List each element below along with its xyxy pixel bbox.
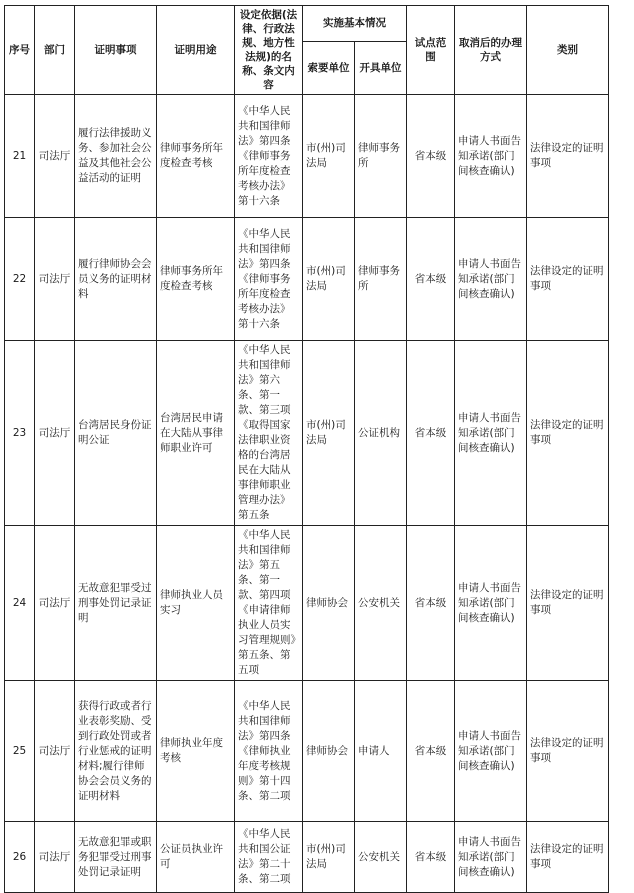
cell-scope: 省本级 (407, 526, 455, 681)
header-impl: 实施基本情况 (303, 6, 407, 42)
cell-issuer: 律师事务所 (355, 95, 407, 218)
table-row (5, 341, 609, 526)
cell-issuer: 律师事务所 (355, 218, 407, 341)
cell-handling: 申请人书面告知承诺(部门间核查确认) (455, 822, 527, 893)
header-issuer: 开具单位 (355, 41, 407, 94)
cell-item: 无故意犯罪受过刑事处罚记录证明 (75, 526, 157, 681)
cell-seq: 26 (5, 822, 35, 893)
header-dept: 部门 (35, 6, 75, 95)
cell-dept: 司法厅 (35, 341, 75, 526)
header-scope: 试点范围 (407, 6, 455, 95)
cell-scope: 省本级 (407, 822, 455, 893)
cell-requester: 市(州)司法局 (303, 341, 355, 526)
cell-requester: 律师协会 (303, 526, 355, 681)
cell-requester: 市(州)司法局 (303, 822, 355, 893)
cell-usage: 台湾居民申请在大陆从事律师职业许可 (157, 341, 235, 526)
header-seq: 序号 (5, 6, 35, 95)
cell-category: 法律设定的证明事项 (527, 822, 609, 893)
cell-requester: 市(州)司法局 (303, 95, 355, 218)
cell-seq: 22 (5, 218, 35, 341)
header-basis: 设定依据(法律、行政法规、地方性法规)的名称、条文内容 (235, 6, 303, 95)
cell-item: 获得行政或者行业表彰奖励、受到行政处罚或者行业惩戒的证明材料;履行律师协会会员义务的证明材料 (75, 681, 157, 822)
table-row (5, 526, 609, 681)
table-row (5, 95, 609, 218)
cell-category: 法律设定的证明事项 (527, 218, 609, 341)
cell-issuer: 申请人 (355, 681, 407, 822)
cell-handling: 申请人书面告知承诺(部门间核查确认) (455, 526, 527, 681)
cell-usage: 律师执业人员实习 (157, 526, 235, 681)
cell-requester: 律师协会 (303, 681, 355, 822)
table-row (5, 218, 609, 341)
cell-basis: 《中华人民共和国公证法》第二十条、第二项 (235, 822, 303, 893)
cell-issuer: 公证机构 (355, 341, 407, 526)
cell-scope: 省本级 (407, 341, 455, 526)
cell-usage: 公证员执业许可 (157, 822, 235, 893)
cell-item: 台湾居民身份证明公证 (75, 341, 157, 526)
cell-dept: 司法厅 (35, 526, 75, 681)
cell-seq: 21 (5, 95, 35, 218)
cell-basis: 《中华人民共和国律师法》第四条《律师事务所年度检查考核办法》第十六条 (235, 218, 303, 341)
cell-item: 履行律师协会会员义务的证明材料 (75, 218, 157, 341)
cell-dept: 司法厅 (35, 681, 75, 822)
cell-item: 无故意犯罪或职务犯罪受过刑事处罚记录证明 (75, 822, 157, 893)
cell-scope: 省本级 (407, 95, 455, 218)
cell-usage: 律师执业年度考核 (157, 681, 235, 822)
cell-seq: 23 (5, 341, 35, 526)
header-usage: 证明用途 (157, 6, 235, 95)
cell-handling: 申请人书面告知承诺(部门间核查确认) (455, 218, 527, 341)
cell-basis: 《中华人民共和国律师法》第六条、第一款、第三项《取得国家法律职业资格的台湾居民在大陆从事律师职业管理办法》第五条 (235, 341, 303, 526)
cell-basis: 《中华人民共和国律师法》第四条《律师执业年度考核规则》第十四条、第二项 (235, 681, 303, 822)
certification-table (4, 5, 609, 893)
cell-item: 履行法律援助义务、参加社会公益及其他社会公益活动的证明 (75, 95, 157, 218)
cell-handling: 申请人书面告知承诺(部门间核查确认) (455, 681, 527, 822)
cell-category: 法律设定的证明事项 (527, 95, 609, 218)
cell-dept: 司法厅 (35, 218, 75, 341)
cell-issuer: 公安机关 (355, 822, 407, 893)
cell-handling: 申请人书面告知承诺(部门间核查确认) (455, 95, 527, 218)
cell-seq: 25 (5, 681, 35, 822)
cell-handling: 申请人书面告知承诺(部门间核查确认) (455, 341, 527, 526)
table-row (5, 822, 609, 893)
cell-dept: 司法厅 (35, 95, 75, 218)
cell-scope: 省本级 (407, 218, 455, 341)
cell-basis: 《中华人民共和国律师法》第四条《律师事务所年度检查考核办法》第十六条 (235, 95, 303, 218)
cell-usage: 律师事务所年度检查考核 (157, 218, 235, 341)
cell-scope: 省本级 (407, 681, 455, 822)
header-requester: 索要单位 (303, 41, 355, 94)
cell-category: 法律设定的证明事项 (527, 526, 609, 681)
cell-requester: 市(州)司法局 (303, 218, 355, 341)
table-row (5, 681, 609, 822)
cell-dept: 司法厅 (35, 822, 75, 893)
cell-category: 法律设定的证明事项 (527, 341, 609, 526)
header-category: 类别 (527, 6, 609, 95)
cell-issuer: 公安机关 (355, 526, 407, 681)
header-item: 证明事项 (75, 6, 157, 95)
cell-category: 法律设定的证明事项 (527, 681, 609, 822)
cell-usage: 律师事务所年度检查考核 (157, 95, 235, 218)
cell-seq: 24 (5, 526, 35, 681)
header-handling: 取消后的办理方式 (455, 6, 527, 95)
cell-basis: 《中华人民共和国律师法》第五条、第一款、第四项《申请律师执业人员实习管理规则》第五条、第五项 (235, 526, 303, 681)
